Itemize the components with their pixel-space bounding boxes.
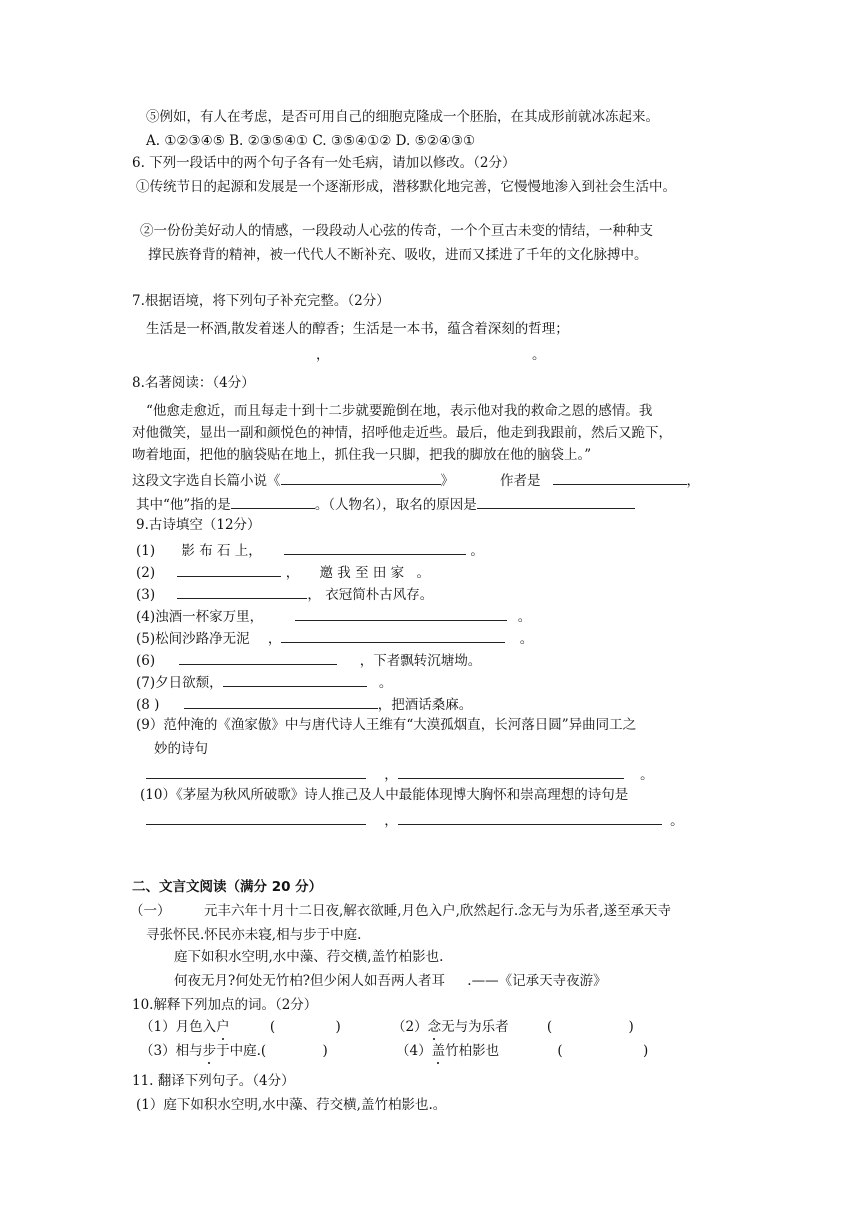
q9-6-blank[interactable]: [179, 650, 337, 665]
section-2-title: 二、文言文阅读（满分 20 分）: [132, 879, 323, 895]
q9-4-num: (4): [136, 609, 156, 625]
q9-line-9-b: 妙的诗句: [154, 741, 208, 757]
q9-line-3: [136, 584, 433, 604]
q9-9-end: 。: [640, 767, 654, 783]
q8-author-line: [500, 470, 700, 490]
q6-sentence-2-line-2: 撑民族脊背的精神，被一代代人不断补充、吸收，进而又揉进了千年的文化脉搏中。: [148, 247, 648, 263]
q9-3-blank[interactable]: [177, 584, 307, 599]
q9-5-text: 松间沙路净无泥: [155, 631, 250, 647]
q9-7-text: 夕日欲颓，: [155, 675, 223, 691]
q9-2-mid: ，: [285, 565, 300, 581]
q10-4-paren-open: (: [557, 1043, 563, 1059]
q10-4-pre: （4）: [396, 1043, 432, 1059]
passage-line-3: 庭下如积水空明,水中藻、荇交横,盖竹柏影也.: [174, 949, 444, 965]
q9-line-10-answers: [146, 810, 684, 830]
q6-prompt: 6. 下列一段话中的两个句子各有一处毛病，请加以修改。（2分）: [132, 155, 516, 171]
q9-5-num: (5): [136, 631, 156, 647]
passage-line-4: [174, 972, 607, 990]
q8-novel-blank[interactable]: [281, 470, 441, 485]
q9-line-6: [136, 650, 481, 670]
q9-line-9-answers: [146, 764, 654, 784]
q9-9-blank-2[interactable]: [398, 764, 624, 779]
q9-10-mid: ，: [384, 813, 398, 829]
q7-prompt: 7.根据语境，将下列句子补充完整。（2分）: [132, 293, 390, 309]
q9-8-num: (8 ): [136, 697, 160, 713]
q9-10-end: 。: [670, 813, 684, 829]
q6-sentence-2-line-1: ②一份份美好动人的情感，一段段动人心弦的传奇，一个个亘古未变的情结，一种种支: [140, 223, 653, 239]
q10-4-paren-close[interactable]: ): [642, 1043, 649, 1059]
passage-line-1: 元丰六年十月十二日夜,解衣欲睡,月色入户,欣然起行.念无与为乐者,遂至承天寺: [204, 903, 671, 919]
q8-source-line: [132, 470, 454, 490]
q10-item-2: [392, 1018, 634, 1036]
q6-sentence-1: ①传统节日的起源和发展是一个逐渐形成，潜移默化地完善，它慢慢地渗入到社会生活中。: [136, 179, 676, 195]
section-2-part-label: （一）: [130, 903, 171, 919]
q8-who-line: [136, 494, 635, 514]
q8-reason-blank[interactable]: [477, 494, 635, 509]
q11-prompt: 11. 翻译下列句子。（4分）: [132, 1073, 295, 1089]
q10-4-post: 竹柏影也: [445, 1043, 500, 1059]
q8-prompt: 8.名著阅读：（4分）: [132, 375, 255, 391]
q10-2-paren-open: (: [546, 1019, 553, 1035]
q7-text: 生活是一杯酒,散发着迷人的醇香；生活是一本书，蕴含着深刻的哲理；: [146, 321, 569, 337]
q10-3-pre: （3）相与: [140, 1043, 203, 1059]
q9-2-blank[interactable]: [177, 562, 281, 577]
q9-1-end: 。: [470, 543, 484, 559]
q10-3-dotted-word: 步: [202, 1043, 217, 1059]
q8-author-label: 作者是: [500, 473, 541, 489]
q8-who-label: 其中“他”指的是: [136, 497, 231, 513]
q9-8-blank[interactable]: [184, 694, 378, 709]
q10-2-dotted-word: 念: [427, 1019, 442, 1035]
q9-1-num: (1): [136, 543, 156, 559]
q7-period: 。: [532, 347, 546, 363]
passage-source: .——《记承天寺夜游》: [467, 973, 607, 989]
q9-4-end: 。: [517, 609, 532, 625]
q9-7-end: 。: [378, 675, 393, 691]
q8-source-close: 》: [440, 473, 454, 489]
q10-2-paren-close[interactable]: ): [628, 1019, 634, 1035]
q10-item-4: [396, 1042, 648, 1060]
q9-8-text: ，把酒话桑麻。: [377, 697, 473, 713]
q9-10-blank-2[interactable]: [398, 810, 662, 825]
q7-comma: ，: [316, 347, 330, 363]
q10-prompt: 10.解释下列加点的词。（2分）: [132, 997, 318, 1013]
q10-1-paren-open: (: [269, 1019, 276, 1035]
q10-1-dotted-word: 户: [216, 1019, 230, 1035]
q10-3-paren-close[interactable]: ): [322, 1043, 328, 1059]
q10-4-dotted-word: 盖: [431, 1043, 446, 1059]
q8-name-blank[interactable]: [231, 494, 315, 509]
q9-2-end: 。: [416, 565, 430, 581]
q5-item5: ⑤例如，有人在考虑，是否可用自己的细胞克隆成一个胚胎，在其成形前就冰冻起来。: [146, 109, 659, 125]
q9-3-num: (3): [136, 587, 156, 603]
q9-7-blank[interactable]: [223, 672, 367, 687]
q9-2-text: 邀 我 至 田 家: [319, 565, 405, 581]
q9-9-blank-1[interactable]: [146, 764, 366, 779]
q9-9-mid: ，: [384, 767, 398, 783]
q9-line-7: [136, 672, 392, 692]
q8-source-label: 这段文字选自长篇小说《: [132, 473, 281, 489]
q8-quote-line-3: 吻着地面，把他的脑袋贴在地上，抓住我一只脚，把我的脚放在他的脑袋上。”: [132, 447, 592, 463]
q8-author-comma: ，: [686, 473, 700, 489]
q9-7-num: (7): [136, 675, 156, 691]
passage-line-2: 寻张怀民.怀民亦未寝,相与步于中庭.: [146, 927, 362, 943]
q9-line-1: [136, 540, 484, 560]
q9-line-2: [136, 562, 430, 582]
q10-3-post: 于中庭.: [216, 1043, 261, 1059]
passage-p3: 何夜无月?何处无竹柏?但少闲人如吾两人者耳: [174, 973, 445, 989]
q9-2-num: (2): [136, 565, 156, 581]
q9-5-mid: ，: [267, 631, 282, 647]
q9-6-num: (6): [136, 653, 156, 669]
q9-line-4: [136, 606, 531, 626]
q9-6-text: ，下者飘转沉塘坳。: [359, 653, 482, 669]
q10-2-pre: （2）: [392, 1019, 428, 1035]
q10-2-post: 无与为乐者: [441, 1019, 509, 1035]
q10-item-1: [140, 1018, 341, 1036]
q9-1-blank[interactable]: [284, 540, 466, 555]
q8-reason-label: 。（人物名），取名的原因是: [314, 497, 477, 513]
q9-line-8: [136, 694, 472, 714]
q9-line-5: [136, 628, 533, 648]
q8-quote-line-1: “他愈走愈近，而且每走十到十二步就要跪倒在地，表示他对我的救命之恩的感情。我: [146, 403, 653, 419]
q9-prompt: 9.古诗填空（12分）: [136, 517, 261, 533]
q10-1-text: （1）月色入: [140, 1019, 217, 1035]
q10-1-paren-close[interactable]: ): [335, 1019, 341, 1035]
q9-5-end: 。: [519, 631, 534, 647]
q8-quote-line-2: 对他微笑，显出一副和颜悦色的神情，招呼他走近些。最后，他走到我跟前，然后又跪下，: [132, 425, 672, 441]
q5-options: A. ①②③④⑤ B. ②③⑤④① C. ③⑤④①② D. ⑤②④③①: [146, 133, 476, 149]
q9-10-blank-1[interactable]: [146, 810, 366, 825]
q9-5-blank[interactable]: [281, 628, 505, 643]
q9-1-text: 影 布 石 上，: [181, 543, 262, 559]
q10-3-paren-open: (: [260, 1043, 267, 1059]
q9-4-blank[interactable]: [295, 606, 507, 621]
q9-line-10: (10）《茅屋为秋风所破歌》诗人推己及人中最能体现博大胸怀和崇高理想的诗句是: [140, 787, 629, 803]
q11-sentence-1: (1）庭下如积水空明,水中藻、荇交横,盖竹柏影也.。: [136, 1097, 447, 1113]
q10-item-3: [140, 1042, 328, 1060]
q9-line-9-a: (9）范仲淹的《渔家傲》中与唐代诗人王维有“大漠孤烟直，长河落日圆”异曲同工之: [136, 717, 637, 733]
q9-3-text: ， 衣冠简朴古风存。: [307, 587, 434, 603]
q8-author-blank[interactable]: [553, 470, 687, 485]
q9-4-text: 浊酒一杯家万里，: [155, 609, 264, 625]
